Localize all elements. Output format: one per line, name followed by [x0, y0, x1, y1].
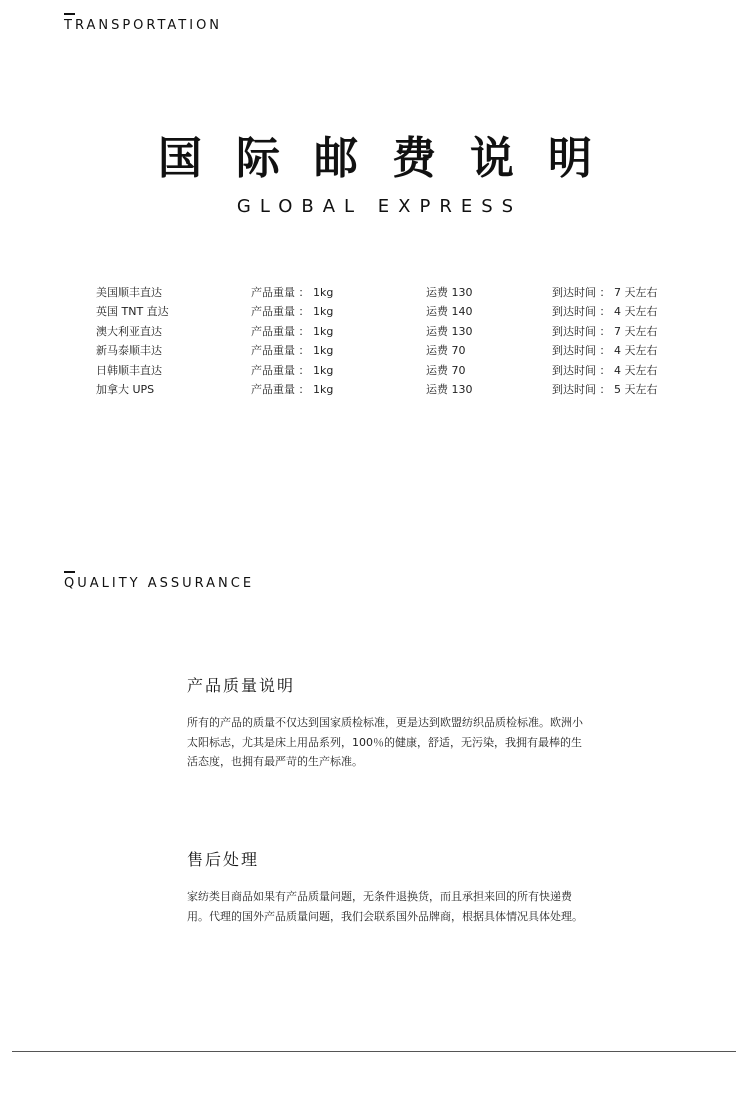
shipping-rates-table: [96, 283, 676, 399]
weight-cell: 产品重量 ： 1kg: [251, 286, 334, 299]
table-row: [96, 302, 676, 321]
delivery-time-cell: 到达时间 ： 4 天左右: [552, 344, 658, 358]
section-label-transportation: [64, 18, 222, 33]
fee-cell: 运费 130: [426, 286, 473, 299]
table-row: [96, 361, 676, 380]
page-title: 国际邮费说明: [158, 133, 626, 184]
bottom-divider: [12, 1051, 736, 1052]
fee-cell: 运费 70: [426, 363, 466, 377]
section-label-text: TRANSPORTATION: [64, 18, 223, 33]
table-row: [96, 322, 676, 341]
page-subtitle: GLOBAL EXPRESS: [236, 196, 523, 217]
after-sales-heading: 售后处理: [187, 850, 260, 869]
weight-cell: 产品重量 ： 1kg: [251, 305, 334, 319]
table-row: [96, 341, 676, 360]
carrier-cell: 澳大利亚直达: [96, 324, 162, 338]
delivery-time-cell: 到达时间 ： 5 天左右: [552, 382, 658, 396]
carrier-cell: 加拿大 UPS: [96, 382, 155, 396]
fee-cell: 运费 130: [426, 382, 473, 396]
section-label-quality-assurance: [64, 576, 254, 591]
section-label-bar: [64, 13, 75, 15]
carrier-cell: 日韩顺丰直达: [96, 363, 162, 377]
table-row: [96, 380, 676, 399]
carrier-cell: 美国顺丰直达: [96, 286, 162, 299]
section-label-text: QUALITY ASSURANCE: [64, 576, 255, 591]
after-sales-paragraph: 家纺类目商品如果有产品质量问题，无条件退换货，而且承担来回的所有快递费用。代理的国外产品质量问题，我们会联系国外品牌商，根据具体情况具体处理。: [187, 890, 583, 923]
product-quality-heading: 产品质量说明: [187, 676, 296, 695]
weight-cell: 产品重量 ： 1kg: [251, 363, 334, 377]
delivery-time-cell: 到达时间 ： 7 天左右: [552, 324, 658, 338]
delivery-time-cell: 到达时间 ： 7 天左右: [552, 286, 658, 299]
carrier-cell: 新马泰顺丰达: [96, 344, 162, 358]
fee-cell: 运费 70: [426, 344, 466, 358]
product-quality-paragraph: 所有的产品的质量不仅达到国家质检标准，更是达到欧盟纺织品质检标准。欧洲小太阳标志，尤其是床上用品系列，100％的健康，舒适，无污染，我拥有最棒的生活态度，也拥有最严苛的生产标准。: [187, 716, 583, 769]
weight-cell: 产品重量 ： 1kg: [251, 324, 334, 338]
carrier-cell: 英国 TNT 直达: [96, 305, 169, 319]
section-label-bar: [64, 571, 75, 573]
delivery-time-cell: 到达时间 ： 4 天左右: [552, 363, 658, 377]
table-row: [96, 283, 676, 302]
fee-cell: 运费 130: [426, 324, 473, 338]
weight-cell: 产品重量 ： 1kg: [251, 382, 334, 396]
delivery-time-cell: 到达时间 ： 4 天左右: [552, 305, 658, 319]
fee-cell: 运费 140: [426, 305, 473, 319]
weight-cell: 产品重量 ： 1kg: [251, 344, 334, 358]
